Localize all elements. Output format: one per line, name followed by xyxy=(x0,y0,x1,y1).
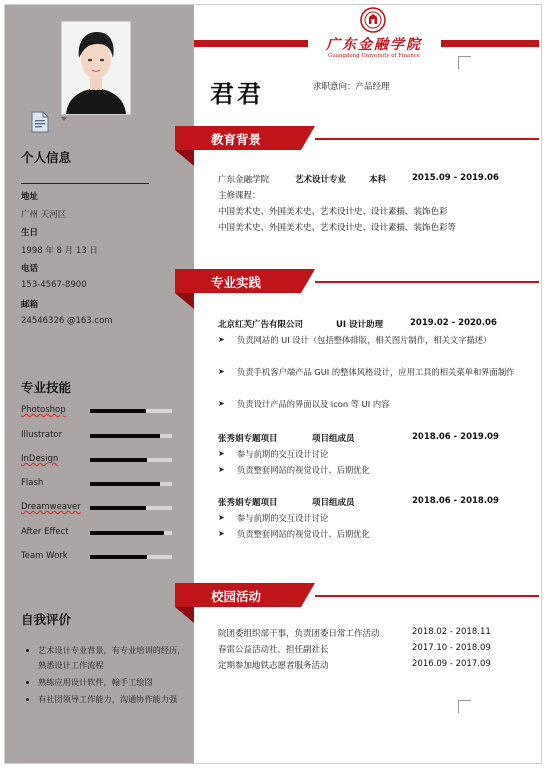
document-icon[interactable] xyxy=(30,111,50,133)
arrow-bullet-icon: ➤ xyxy=(218,399,225,408)
section-line-campus xyxy=(315,595,539,597)
logo-english-name: Guangdong University of Finance xyxy=(328,53,420,59)
info-label-phone: 电话 xyxy=(21,264,39,274)
info-value-birthday: 1998 年 8 月 13 日 xyxy=(21,246,98,256)
edu-degree: 本科 xyxy=(369,175,387,185)
skill-fill xyxy=(90,506,146,510)
skill-fill xyxy=(90,458,147,462)
chevron-down-icon[interactable] xyxy=(61,117,67,121)
edu-period: 2015.09 - 2019.06 xyxy=(412,173,499,183)
job-bullet: ➤ 参与前期的交互设计讨论 xyxy=(218,510,518,526)
skill-name-dreamweaver: Dreamweaver xyxy=(21,502,81,512)
arrow-bullet-icon: ➤ xyxy=(218,449,225,458)
self-eval-item: • 有社团领导工作能力，沟通协作能力强 xyxy=(38,692,186,707)
skill-fill xyxy=(90,434,160,438)
info-value-email: 24546326 @163.com xyxy=(21,316,113,326)
personal-info-divider xyxy=(21,183,149,184)
job-company: 张秀娟专题项目 xyxy=(218,498,278,508)
campus-period: 2017.10 - 2018.09 xyxy=(412,643,491,653)
skill-bar-after-effect xyxy=(90,531,172,535)
arrow-bullet-icon: ➤ xyxy=(218,465,225,474)
job-role: 项目组成员 xyxy=(312,434,355,444)
info-value-address: 广州 天河区 xyxy=(21,210,67,220)
candidate-name: 君君 xyxy=(210,79,264,108)
section-title-education: 教育背景 xyxy=(211,132,262,147)
job-bullet: ➤ 负责整套网站的视觉设计、后期优化 xyxy=(218,526,518,542)
job-period: 2018.06 - 2019.09 xyxy=(412,432,499,442)
skill-bar-flash xyxy=(90,482,172,486)
skill-name-flash: Flash xyxy=(21,478,44,488)
info-label-email: 邮箱 xyxy=(21,300,39,310)
skill-name-team-work: Team Work xyxy=(21,551,68,561)
job-role: 项目组成员 xyxy=(312,498,355,508)
university-seal-icon xyxy=(360,7,386,33)
arrow-bullet-icon: ➤ xyxy=(218,513,225,522)
section-line-practice xyxy=(315,281,539,283)
job-bullet: ➤ 负责整套网站的视觉设计、后期优化 xyxy=(218,462,518,478)
university-logo xyxy=(310,5,438,65)
skill-bar-dreamweaver xyxy=(90,506,172,510)
self-eval-title: 自我评价 xyxy=(21,612,72,627)
skill-name-illustrator: Illustrator xyxy=(21,430,63,440)
header-bar-right xyxy=(441,40,539,47)
job-bullet: ➤ 负责设计产品的界面以及 icon 等 UI 内容 xyxy=(218,396,518,412)
logo-chinese-name: 广东金融学院 xyxy=(326,37,422,53)
self-eval-list xyxy=(24,643,186,709)
job-period: 2019.02 - 2020.06 xyxy=(410,318,497,328)
campus-period: 2018.02 - 2018.11 xyxy=(412,627,491,637)
edu-courses-label: 主修课程： xyxy=(218,191,261,201)
section-tab-education xyxy=(175,126,315,150)
edu-major: 艺术设计专业 xyxy=(295,175,347,185)
arrow-bullet-icon: ➤ xyxy=(218,529,225,538)
edu-courses-line-1: 中国美术史、外国美术史、艺术设计史、设计素描、装饰色彩 xyxy=(218,207,448,217)
header-bar-left xyxy=(194,40,308,47)
campus-item: 春雷公益活动社，担任副社长 xyxy=(218,645,329,655)
job-intent: 求职意向：产品经理 xyxy=(313,82,390,92)
skill-name-photoshop: Photoshop xyxy=(21,405,66,415)
arrow-bullet-icon: ➤ xyxy=(218,335,225,344)
job-role: UI 设计助理 xyxy=(336,320,384,330)
profile-photo xyxy=(61,21,131,115)
skill-name-indesign: InDesign xyxy=(21,454,59,464)
section-title-campus: 校园活动 xyxy=(211,589,262,604)
campus-item: 院团委组织部干事，负责团委日常工作活动 xyxy=(218,629,380,639)
campus-item: 定期参加地铁志愿者服务活动 xyxy=(218,661,329,671)
corner-mark-bottom xyxy=(458,700,471,713)
edu-courses-line-2: 中国美术史、外国美术史、艺术设计史、设计素描、装饰色彩等 xyxy=(218,223,457,233)
campus-period: 2016.09 - 2017.09 xyxy=(412,659,491,669)
corner-mark-top xyxy=(458,56,471,69)
skill-fill xyxy=(90,409,146,413)
job-bullet: ➤ 负责网站的 UI 设计（包括整体排版，相关图片制作，相关文字描述） xyxy=(218,332,518,348)
section-line-education xyxy=(315,138,539,140)
section-title-practice: 专业实践 xyxy=(211,275,262,290)
job-period: 2018.06 - 2018.09 xyxy=(412,496,499,506)
info-value-phone: 153-4567-8900 xyxy=(21,280,87,290)
skill-fill xyxy=(90,555,147,559)
section-tab-practice xyxy=(175,269,315,293)
self-eval-item: • 熟练应用设计软件，翰手工绘图 xyxy=(38,675,186,690)
skill-name-after-effect: After Effect xyxy=(21,527,69,537)
job-bullet: ➤ 负责手机客户端产品 GUI 的整体风格设计，应用工具的相关菜单和界面制作 xyxy=(218,364,518,380)
skill-bar-team-work xyxy=(90,555,172,559)
info-label-address: 地址 xyxy=(21,192,39,202)
job-company: 张秀娟专题项目 xyxy=(218,434,278,444)
skill-bar-indesign xyxy=(90,458,172,462)
section-tab-campus xyxy=(175,583,315,607)
personal-info-title: 个人信息 xyxy=(21,150,72,165)
skill-fill xyxy=(90,482,160,486)
edu-school: 广东金融学院 xyxy=(218,175,270,185)
skill-fill xyxy=(90,531,164,535)
job-company: 北京红芙广告有限公司 xyxy=(218,320,304,330)
arrow-bullet-icon: ➤ xyxy=(218,367,225,376)
self-eval-item: • 艺术设计专业背景，有专业培训的经历，熟悉设计工作流程 xyxy=(38,643,186,673)
skills-title: 专业技能 xyxy=(21,380,72,395)
skill-bar-illustrator xyxy=(90,434,172,438)
job-bullet: ➤ 参与前期的交互设计讨论 xyxy=(218,446,518,462)
skill-bar-photoshop xyxy=(90,409,172,413)
info-label-birthday: 生日 xyxy=(21,228,39,238)
